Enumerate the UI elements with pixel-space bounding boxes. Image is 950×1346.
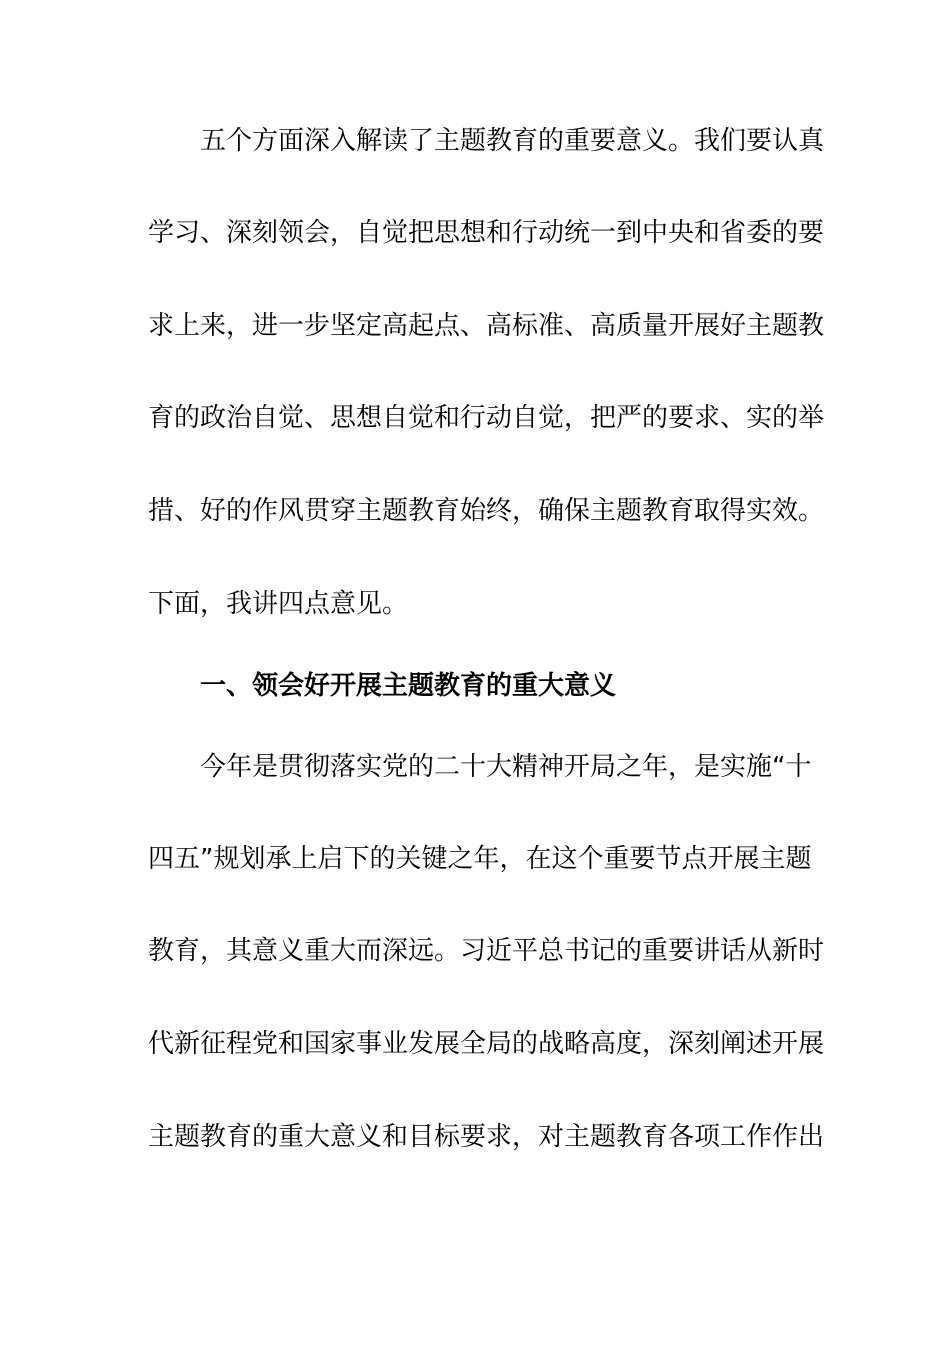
paragraph-line: 教育，其意义重大而深远。习近平总书记的重要讲话从新时 [148,936,825,966]
paragraph-line: 学习、深刻领会，自觉把思想和行动统一到中央和省委的要 [148,218,825,248]
paragraph-line: 五个方面深入解读了主题教育的重要意义。我们要认真 [200,126,825,156]
paragraph-line: 代新征程党和国家事业发展全局的战略高度，深刻阐述开展 [148,1029,825,1059]
paragraph-line: 下面，我讲四点意见。 [148,589,409,619]
paragraph-line: 求上来，进一步坚定高起点、高标准、高质量开展好主题教 [148,311,825,341]
paragraph-line: 主题教育的重大意义和目标要求，对主题教育各项工作作出 [148,1122,825,1152]
section-heading: 一、领会好开展主题教育的重大意义 [200,671,617,701]
paragraph-line: 措、好的作风贯穿主题教育始终，确保主题教育取得实效。 [148,496,825,526]
paragraph-line: 育的政治自觉、思想自觉和行动自觉，把严的要求、实的举 [148,403,825,433]
paragraph-line: 四五”规划承上启下的关键之年，在这个重要节点开展主题 [148,844,812,874]
paragraph-line: 今年是贯彻落实党的二十大精神开局之年，是实施“十 [200,752,812,782]
